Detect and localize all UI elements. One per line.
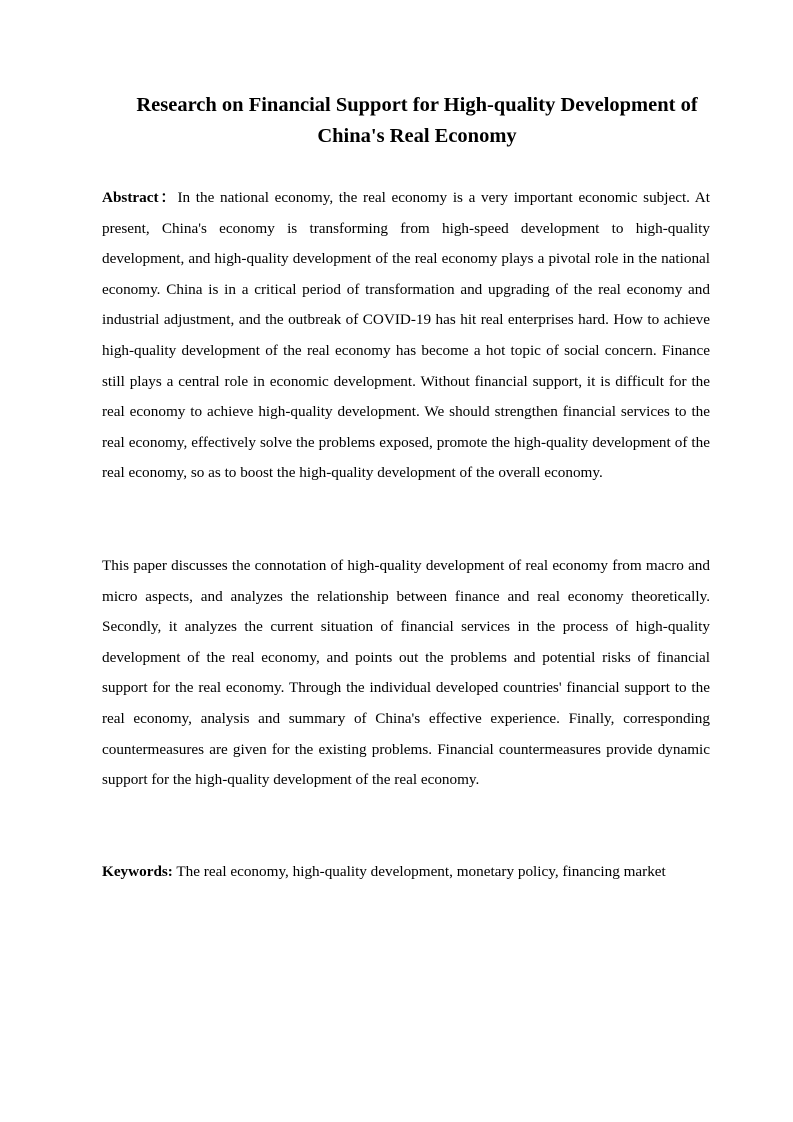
abstract-text: In the national economy, the real economy is a very important economic subject. At present, China's economy is transforming from high-speed development to high-quality development, and high-quality development of the real economy plays a pivotal role in the national economy. China is in a critical period of transformation and upgrading of the real economy and industrial adjustment, and the outbreak of COVID-19 has hit real enterprises hard. How to achieve high-quality development of the real economy has become a hot topic of social concern. Finance still plays a central role in economic development. Without financial support, it is difficult for the real economy to achieve high-quality development. We should strengthen financial services to the real economy, effectively solve the problems exposed, promote the high-quality development of the real economy, so as to boost the high-quality development of the overall economy.: [102, 189, 710, 482]
keywords-paragraph: [102, 857, 710, 888]
body-paragraph: This paper discusses the connotation of high-quality development of real economy from macro and micro aspects, and analyzes the relationship between finance and real economy theoretically. Secondly, it analyzes the current situation of financial services in the process of high-quality development of the real economy, and points out the problems and potential risks of financial support for the real economy. Through the individual developed countries' financial support to the real economy, analysis and summary of China's effective experience. Finally, corresponding countermeasures are given for the existing problems. Financial countermeasures provide dynamic support for the high-quality development of the real economy.: [102, 557, 710, 789]
abstract-paragraph: [102, 183, 710, 489]
paper-title: [102, 90, 710, 152]
paper-title-line-2: China's Real Economy: [317, 125, 517, 147]
abstract-separator: ：: [158, 189, 178, 206]
paper-title-line-1: Research on Financial Support for High-quality Development of: [136, 94, 698, 116]
keywords-label: Keywords:: [102, 863, 173, 880]
keywords-text: The real economy, high-quality development, monetary policy, financing market: [172, 863, 666, 880]
abstract-label: Abstract: [102, 189, 159, 206]
